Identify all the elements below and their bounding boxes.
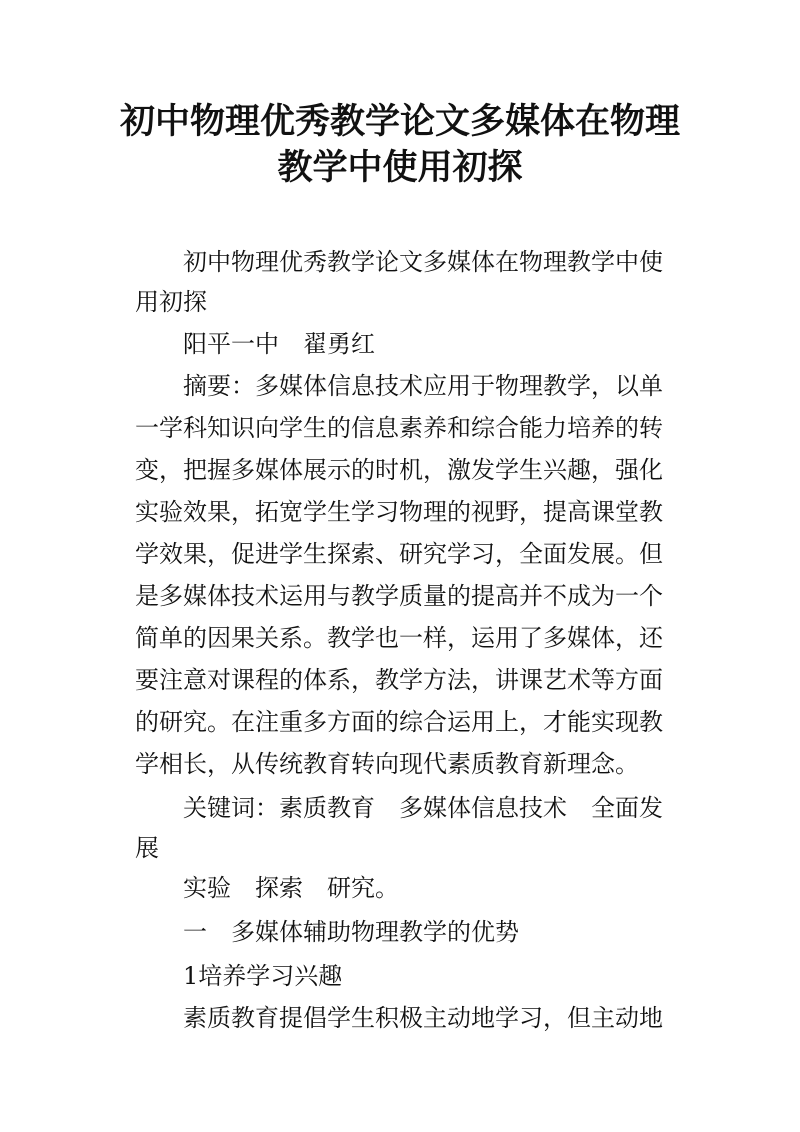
abstract-line: 学相长，从传统教育转向现代素质教育新理念。	[135, 750, 639, 778]
abstract-line: 要注意对课程的体系，教学方法，讲课艺术等方面	[135, 666, 663, 694]
keywords-line: 展	[135, 834, 159, 862]
body-line: 用初探	[135, 288, 207, 316]
abstract-line: 是多媒体技术运用与教学质量的提高并不成为一个	[135, 582, 663, 610]
abstract-line: 摘要：多媒体信息技术应用于物理教学，以单	[135, 372, 663, 400]
abstract-line: 的研究。在注重多方面的综合运用上，才能实现教	[135, 708, 663, 736]
abstract-line: 简单的因果关系。教学也一样，运用了多媒体，还	[135, 624, 663, 652]
abstract-line: 学效果，促进学生探索、研究学习，全面发展。但	[135, 540, 663, 568]
body-line: 素质教育提倡学生积极主动地学习，但主动地	[135, 1004, 663, 1032]
section-heading: 一 多媒体辅助物理教学的优势	[135, 918, 519, 946]
subsection-heading: 1培养学习兴趣	[135, 962, 343, 990]
author-line: 阳平一中 翟勇红	[135, 330, 375, 358]
abstract-line: 实验效果，拓宽学生学习物理的视野，提高课堂教	[135, 498, 663, 526]
keywords-line: 实验 探索 研究。	[135, 874, 399, 902]
abstract-line: 一学科知识向学生的信息素养和综合能力培养的转	[135, 414, 663, 442]
document-title-line-1: 初中物理优秀教学论文多媒体在物理	[119, 102, 680, 142]
body-line: 初中物理优秀教学论文多媒体在物理教学中使	[135, 248, 663, 276]
document-title-line-2: 教学中使用初探	[277, 148, 523, 188]
abstract-line: 变，把握多媒体展示的时机，激发学生兴趣，强化	[135, 456, 663, 484]
keywords-line: 关键词：素质教育 多媒体信息技术 全面发	[135, 794, 663, 822]
